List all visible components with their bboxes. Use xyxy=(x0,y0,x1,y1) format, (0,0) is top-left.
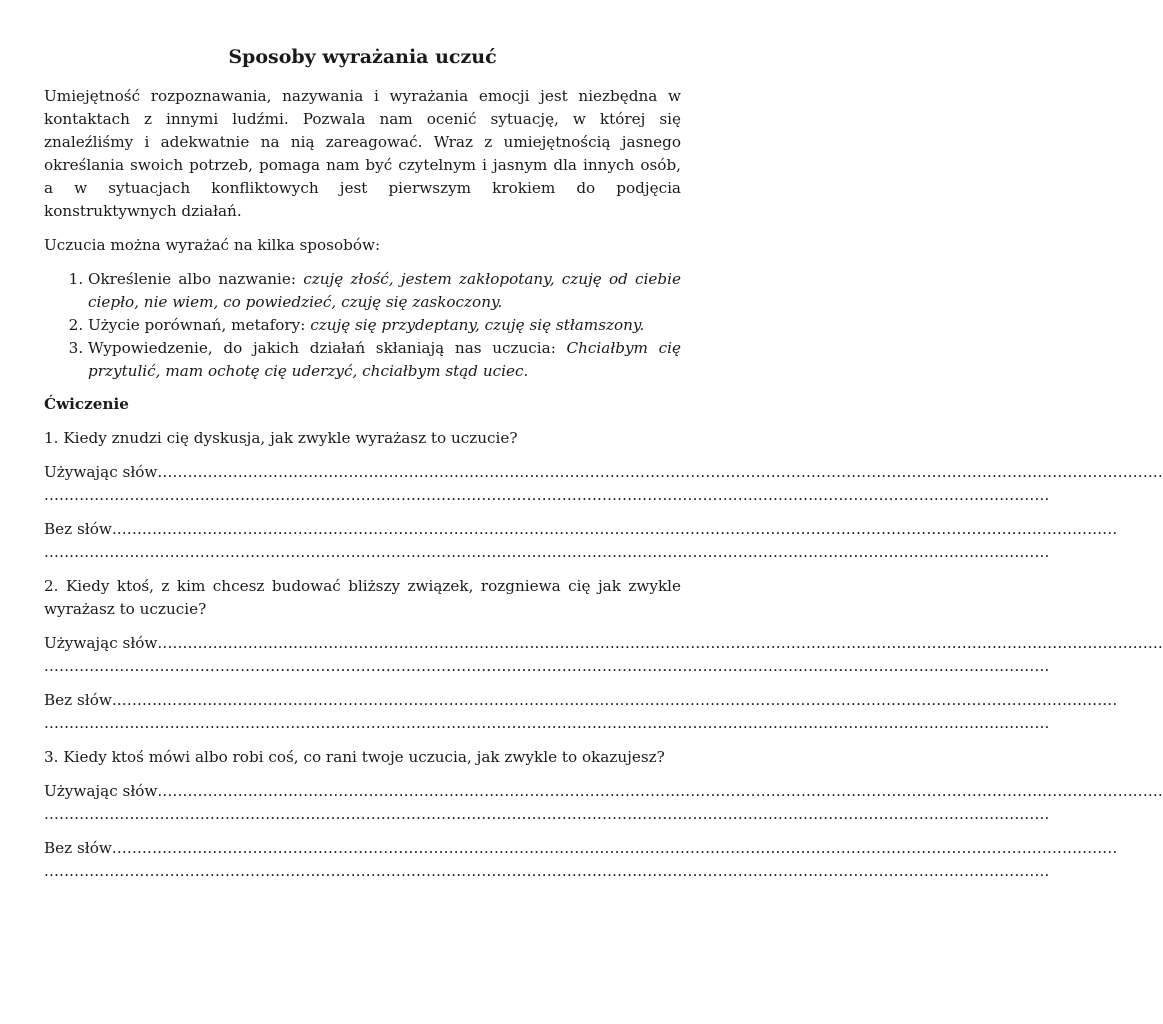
answer-without-words[interactable] xyxy=(44,518,1118,564)
list-item xyxy=(88,314,681,337)
answer-label: Używając słów xyxy=(44,463,158,481)
answer-label: Używając słów xyxy=(44,782,158,800)
lead-paragraph: Uczucia można wyrażać na kilka sposobów: xyxy=(44,236,381,254)
question-text: 3. Kiedy ktoś mówi albo robi coś, co rani twoje uczucia, jak zwykle to okazujesz? xyxy=(44,748,665,766)
ways-list xyxy=(44,268,681,383)
question-text: 2. Kiedy ktoś, z kim chcesz budować bliższy związek, rozgniewa cię jak zwykle wyrażasz to uczucie? xyxy=(44,577,681,618)
exercise-heading: Ćwiczenie xyxy=(44,395,129,413)
answer-label: Bez słów xyxy=(44,839,112,857)
answer-line[interactable]: ........................................................................................................................................................................................................ xyxy=(44,543,1050,561)
answer-line[interactable]: ........................................................................................................................................................................................................ xyxy=(44,714,1050,732)
answer-label: Używając słów xyxy=(44,634,158,652)
answer-line[interactable]: ........................................................................................................................................................................................................ xyxy=(157,782,1163,800)
way-example: czuję złość, jestem zakłopotany, czuję od ciebie ciepło, nie wiem, co powiedzieć, czuję się zaskoczony. xyxy=(88,270,681,311)
answer-with-words[interactable] xyxy=(44,461,1163,507)
answer-line[interactable]: ........................................................................................................................................................................................................ xyxy=(44,657,1050,675)
list-item xyxy=(88,337,681,383)
document-page xyxy=(44,44,1163,894)
answer-line[interactable]: ........................................................................................................................................................................................................ xyxy=(44,486,1050,504)
intro-paragraph: Umiejętność rozpoznawania, nazywania i wyrażania emocji jest niezbędna w kontaktach z innymi ludźmi. Pozwala nam ocenić sytuację, w której się znaleźliśmy i adekwatnie na nią zareagować. Wraz z umiejętnością jasnego określania swoich potrzeb, pomaga nam być czytelnym i jasnym dla innych osób, a w sytuacjach konfliktowych jest pierwszym krokiem do podjęcia konstruktywnych działań. xyxy=(44,87,681,220)
answer-without-words[interactable] xyxy=(44,837,1118,883)
page-title: Sposoby wyrażania uczuć xyxy=(228,46,497,68)
way-label: Wypowiedzenie, do jakich działań skłaniają nas uczucia: xyxy=(88,339,567,357)
way-example: czuję się przydeptany, czuję się stłamszony. xyxy=(310,316,645,334)
way-example: Chciałbym cię przytulić, mam ochotę cię uderzyć, chciałbym stąd uciec. xyxy=(88,339,681,380)
answer-without-words[interactable] xyxy=(44,689,1118,735)
answer-with-words[interactable] xyxy=(44,780,1163,826)
answer-with-words[interactable] xyxy=(44,632,1163,678)
question-text: 1. Kiedy znudzi cię dyskusja, jak zwykle wyrażasz to uczucie? xyxy=(44,429,518,447)
way-label: Określenie albo nazwanie: xyxy=(88,270,304,288)
list-item xyxy=(88,268,681,314)
answer-line[interactable]: ........................................................................................................................................................................................................ xyxy=(44,862,1050,880)
answer-line[interactable]: ........................................................................................................................................................................................................ xyxy=(157,634,1163,652)
answer-line[interactable]: ........................................................................................................................................................................................................ xyxy=(111,691,1118,709)
answer-line[interactable]: ........................................................................................................................................................................................................ xyxy=(111,839,1118,857)
answer-line[interactable]: ........................................................................................................................................................................................................ xyxy=(44,805,1050,823)
way-label: Użycie porównań, metafory: xyxy=(88,316,311,334)
answer-label: Bez słów xyxy=(44,691,112,709)
answer-label: Bez słów xyxy=(44,520,112,538)
answer-line[interactable]: ........................................................................................................................................................................................................ xyxy=(111,520,1118,538)
answer-line[interactable]: ........................................................................................................................................................................................................ xyxy=(157,463,1163,481)
